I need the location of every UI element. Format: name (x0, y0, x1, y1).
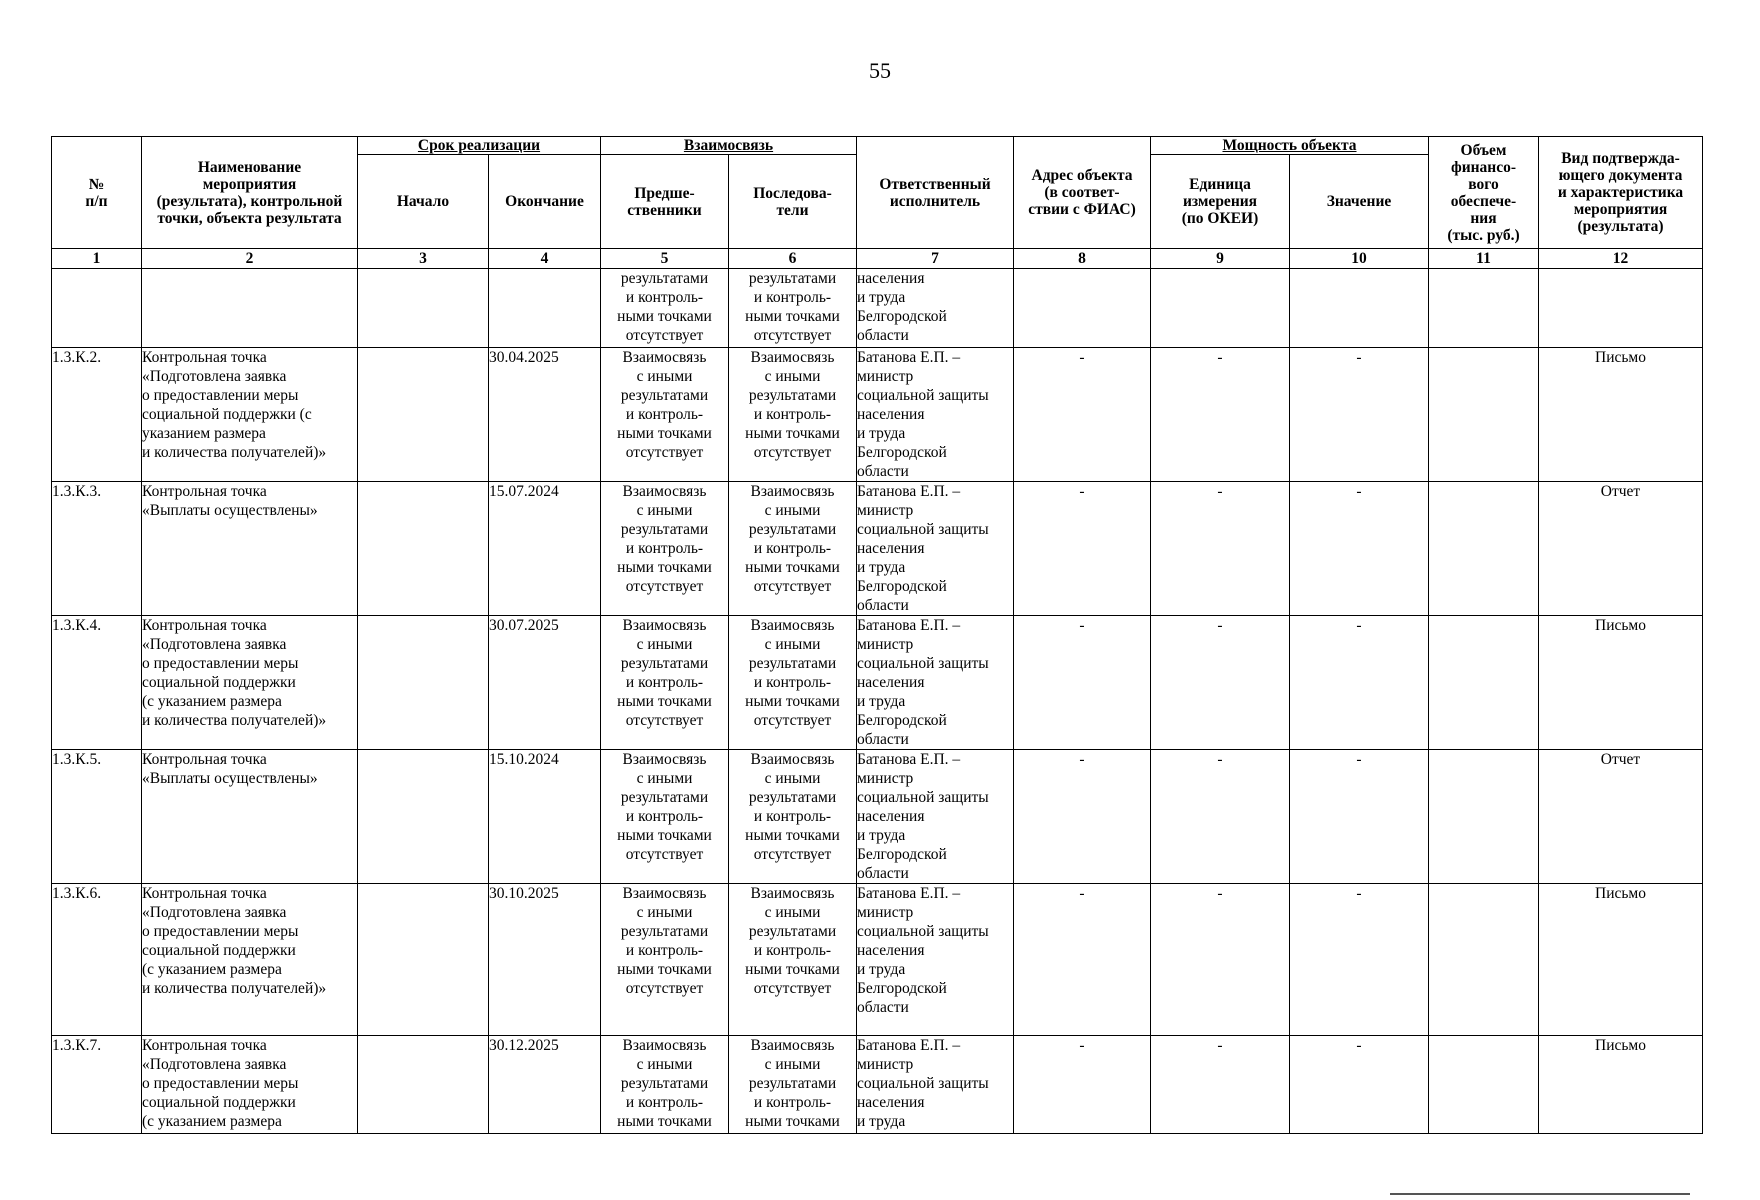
row-value: - (1290, 1036, 1429, 1134)
row-end: 15.07.2024 (489, 482, 601, 616)
row-doc: Письмо (1539, 616, 1703, 750)
row-unit: - (1151, 1036, 1290, 1134)
row-successors: Взаимосвязь с иными результатами и контроль- ными точками отсутствует (729, 348, 857, 482)
header-capacity-group: Мощность объекта (1151, 137, 1429, 155)
row-end (489, 269, 601, 348)
row-predecessors: Взаимосвязь с иными результатами и контроль- ными точками отсутствует (601, 348, 729, 482)
row-finance (1429, 482, 1539, 616)
header-finance: Объем финансо- вого обеспече- ния (тыс. руб.) (1429, 137, 1539, 249)
column-number: 5 (601, 249, 729, 269)
header-doc-type: Вид подтвержда- ющего документа и характеристика мероприятия (результата) (1539, 137, 1703, 249)
row-successors: Взаимосвязь с иными результатами и контроль- ными точками отсутствует (729, 884, 857, 1036)
header-period-group: Срок реализации (358, 137, 601, 155)
row-end: 15.10.2024 (489, 750, 601, 884)
row-successors: Взаимосвязь с иными результатами и контроль- ными точками отсутствует (729, 482, 857, 616)
row-doc: Письмо (1539, 348, 1703, 482)
row-predecessors: Взаимосвязь с иными результатами и контроль- ными точками отсутствует (601, 884, 729, 1036)
header-unit: Единица измерения (по ОКЕИ) (1151, 155, 1290, 249)
row-address: - (1014, 482, 1151, 616)
row-start (358, 1036, 489, 1134)
row-value: - (1290, 750, 1429, 884)
table-header (52, 137, 1703, 249)
row-end: 30.10.2025 (489, 884, 601, 1036)
row-start (358, 616, 489, 750)
row-value: - (1290, 616, 1429, 750)
column-number: 8 (1014, 249, 1151, 269)
header-number: № п/п (52, 137, 142, 249)
row-predecessors: Взаимосвязь с иными результатами и контроль- ными точками отсутствует (601, 482, 729, 616)
row-successors: Взаимосвязь с иными результатами и контроль- ными точками отсутствует (729, 616, 857, 750)
row-start (358, 750, 489, 884)
row-finance (1429, 884, 1539, 1036)
row-address (1014, 269, 1151, 348)
row-number (52, 269, 142, 348)
row-name: Контрольная точка «Выплаты осуществлены» (142, 482, 358, 616)
row-executor: населения и труда Белгородской области (857, 269, 1014, 348)
row-unit: - (1151, 616, 1290, 750)
row-name: Контрольная точка «Подготовлена заявка о предоставлении меры социальной поддержки (с указанием размера и количества получателей)» (142, 616, 358, 750)
column-number: 9 (1151, 249, 1290, 269)
header-executor: Ответственный исполнитель (857, 137, 1014, 249)
row-number: 1.3.К.7. (52, 1036, 142, 1134)
row-number: 1.3.К.3. (52, 482, 142, 616)
row-number: 1.3.К.4. (52, 616, 142, 750)
column-number: 2 (142, 249, 358, 269)
row-name (142, 269, 358, 348)
header-address: Адрес объекта (в соответ- ствии с ФИАС) (1014, 137, 1151, 249)
row-successors: Взаимосвязь с иными результатами и контроль- ными точками (729, 1036, 857, 1134)
column-number: 1 (52, 249, 142, 269)
row-address: - (1014, 616, 1151, 750)
column-numbers-row (52, 249, 1703, 269)
row-name: Контрольная точка «Подготовлена заявка о предоставлении меры социальной поддержки (с указанием размера и количества получателей)» (142, 348, 358, 482)
row-address: - (1014, 750, 1151, 884)
scan-edge-line (1390, 1193, 1690, 1195)
table-row (52, 482, 1703, 616)
table-row (52, 750, 1703, 884)
row-predecessors: результатами и контроль- ными точками отсутствует (601, 269, 729, 348)
row-name: Контрольная точка «Подготовлена заявка о предоставлении меры социальной поддержки (с указанием размера (142, 1036, 358, 1134)
column-number: 3 (358, 249, 489, 269)
row-name: Контрольная точка «Выплаты осуществлены» (142, 750, 358, 884)
row-predecessors: Взаимосвязь с иными результатами и контроль- ными точками (601, 1036, 729, 1134)
row-start (358, 884, 489, 1036)
row-predecessors: Взаимосвязь с иными результатами и контроль- ными точками отсутствует (601, 750, 729, 884)
row-start (358, 482, 489, 616)
row-executor: Батанова Е.П. – министр социальной защиты населения и труда Белгородской области (857, 750, 1014, 884)
row-executor: Батанова Е.П. – министр социальной защиты населения и труда Белгородской области (857, 348, 1014, 482)
row-doc (1539, 269, 1703, 348)
row-finance (1429, 616, 1539, 750)
row-end: 30.04.2025 (489, 348, 601, 482)
row-unit: - (1151, 750, 1290, 884)
row-finance (1429, 269, 1539, 348)
row-finance (1429, 1036, 1539, 1134)
row-finance (1429, 750, 1539, 884)
row-name: Контрольная точка «Подготовлена заявка о предоставлении меры социальной поддержки (с указанием размера и количества получателей)» (142, 884, 358, 1036)
table-row (52, 269, 1703, 348)
row-number: 1.3.К.6. (52, 884, 142, 1036)
row-end: 30.12.2025 (489, 1036, 601, 1134)
page-number: 55 (869, 58, 891, 83)
row-successors: Взаимосвязь с иными результатами и контроль- ными точками отсутствует (729, 750, 857, 884)
row-unit: - (1151, 348, 1290, 482)
row-predecessors: Взаимосвязь с иными результатами и контроль- ными точками отсутствует (601, 616, 729, 750)
row-doc: Письмо (1539, 1036, 1703, 1134)
header-start: Начало (358, 155, 489, 249)
row-executor: Батанова Е.П. – министр социальной защиты населения и труда (857, 1036, 1014, 1134)
row-executor: Батанова Е.П. – министр социальной защиты населения и труда Белгородской области (857, 616, 1014, 750)
row-value: - (1290, 884, 1429, 1036)
row-unit: - (1151, 482, 1290, 616)
header-name: Наименование мероприятия (результата), контрольной точки, объекта результата (142, 137, 358, 249)
table-row (52, 1036, 1703, 1134)
row-value (1290, 269, 1429, 348)
row-successors: результатами и контроль- ными точками отсутствует (729, 269, 857, 348)
row-value: - (1290, 348, 1429, 482)
row-address: - (1014, 348, 1151, 482)
events-table (51, 136, 1703, 1134)
column-number: 7 (857, 249, 1014, 269)
column-number: 6 (729, 249, 857, 269)
table-row (52, 616, 1703, 750)
row-unit (1151, 269, 1290, 348)
header-successors: Последова- тели (729, 155, 857, 249)
row-doc: Отчет (1539, 750, 1703, 884)
row-value: - (1290, 482, 1429, 616)
column-number: 4 (489, 249, 601, 269)
header-end: Окончание (489, 155, 601, 249)
row-executor: Батанова Е.П. – министр социальной защиты населения и труда Белгородской области (857, 884, 1014, 1036)
row-doc: Отчет (1539, 482, 1703, 616)
column-number: 12 (1539, 249, 1703, 269)
row-number: 1.3.К.2. (52, 348, 142, 482)
row-finance (1429, 348, 1539, 482)
row-address: - (1014, 884, 1151, 1036)
row-unit: - (1151, 884, 1290, 1036)
row-end: 30.07.2025 (489, 616, 601, 750)
header-value: Значение (1290, 155, 1429, 249)
row-number: 1.3.К.5. (52, 750, 142, 884)
column-number: 11 (1429, 249, 1539, 269)
column-number: 10 (1290, 249, 1429, 269)
row-start (358, 269, 489, 348)
table-row (52, 884, 1703, 1036)
row-executor: Батанова Е.П. – министр социальной защиты населения и труда Белгородской области (857, 482, 1014, 616)
row-start (358, 348, 489, 482)
header-relation-group: Взаимосвязь (601, 137, 857, 155)
row-address: - (1014, 1036, 1151, 1134)
header-predecessors: Предше- ственники (601, 155, 729, 249)
table-row (52, 348, 1703, 482)
row-doc: Письмо (1539, 884, 1703, 1036)
